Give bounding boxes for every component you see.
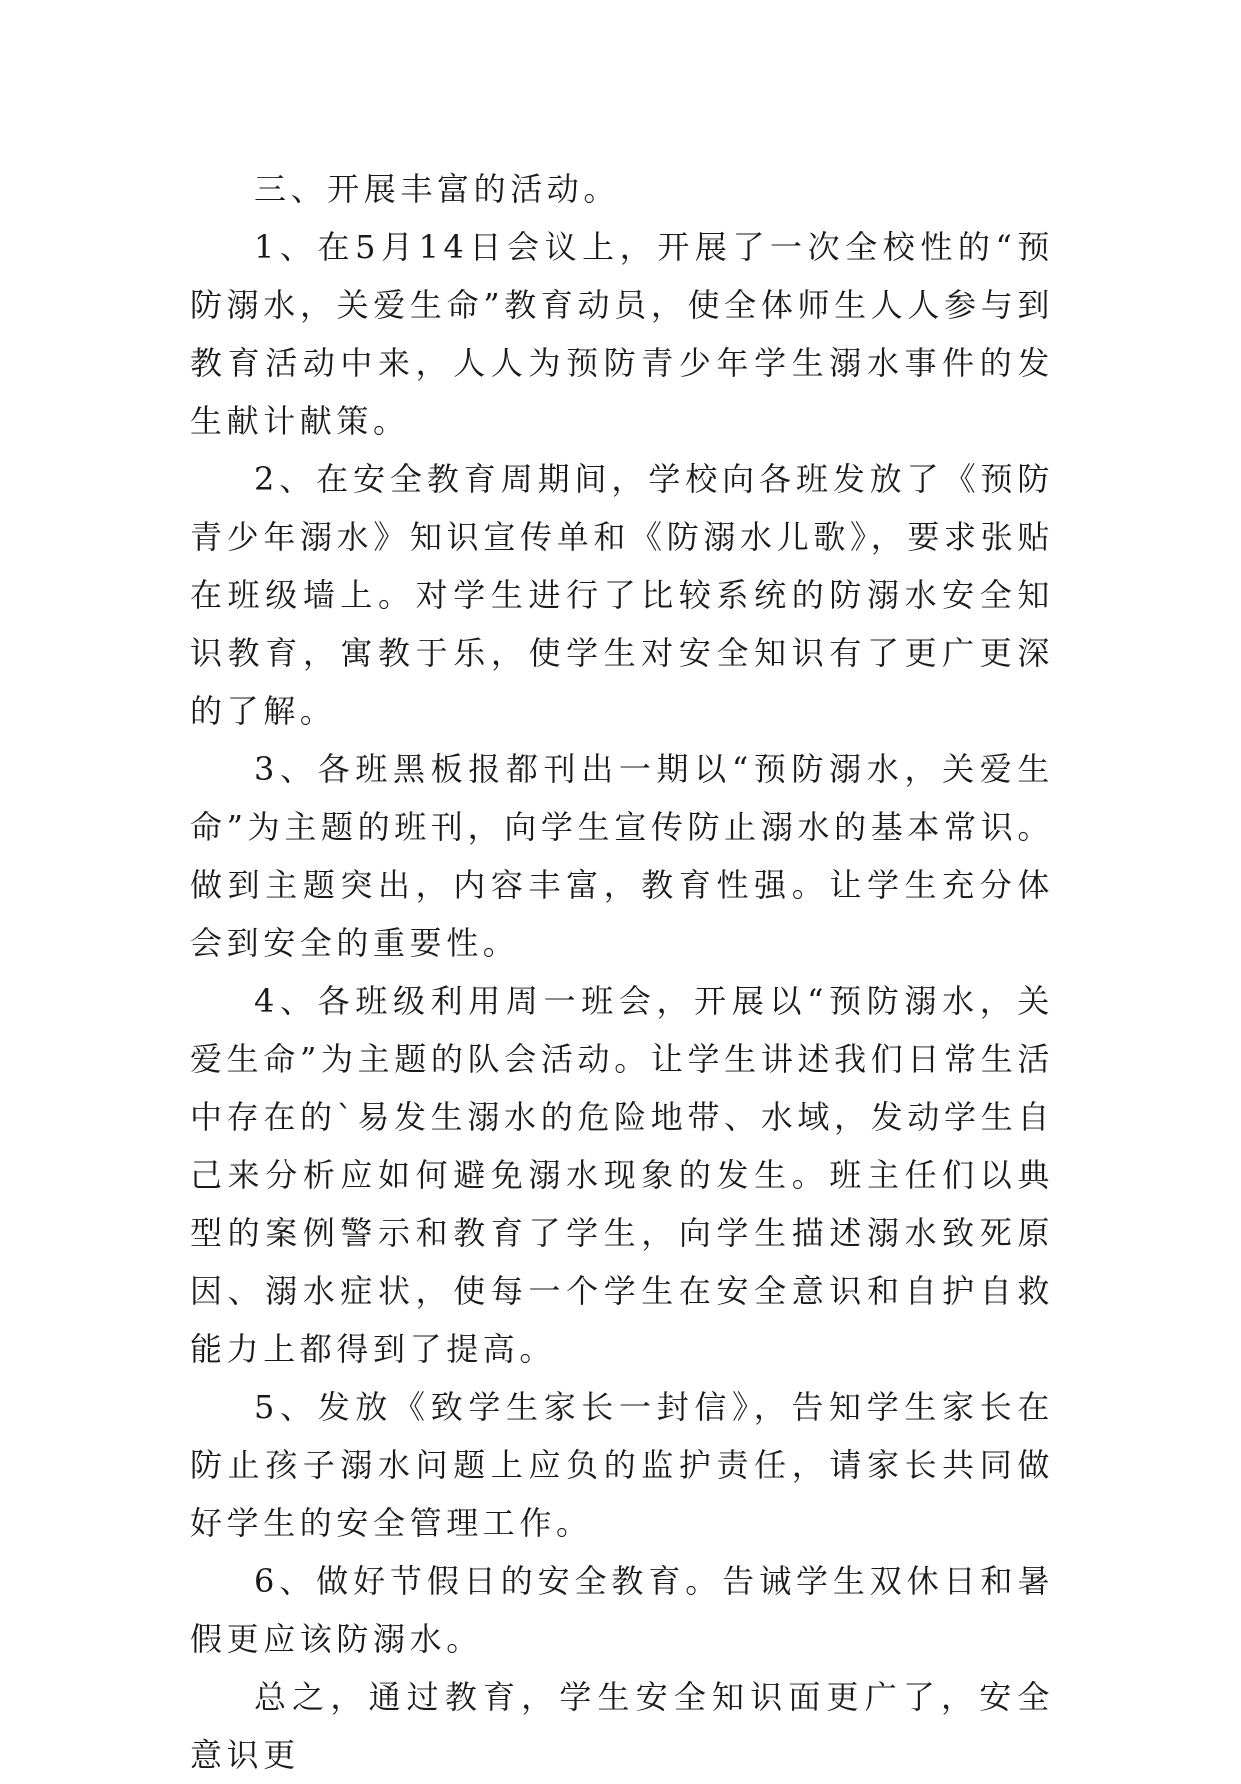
paragraph-item-6: 6、做好节假日的安全教育。告诫学生双休日和暑假更应该防溺水。 bbox=[190, 1562, 1054, 1658]
document-body bbox=[190, 160, 1054, 1784]
section-heading: 三、开展丰富的活动。 bbox=[254, 170, 621, 208]
summary-paragraph: 总之，通过教育，学生安全知识面更广了，安全意识更 bbox=[190, 1678, 1054, 1774]
paragraph-item-3: 3、各班黑板报都刊出一期以“预防溺水，关爱生命”为主题的班刊，向学生宣传防止溺水的基本常识。做到主题突出，内容丰富，教育性强。让学生充分体会到安全的重要性。 bbox=[190, 750, 1054, 962]
paragraph-item-4: 4、各班级利用周一班会，开展以“预防溺水，关爱生命”为主题的队会活动。让学生讲述我们日常生活中存在的`易发生溺水的危险地带、水域，发动学生自己来分析应如何避免溺水现象的发生。班主任们以典型的案例警示和教育了学生，向学生描述溺水致死原因、溺水症状，使每一个学生在安全意识和自护自救能力上都得到了提高。 bbox=[190, 982, 1054, 1368]
paragraph-item-5: 5、发放《致学生家长一封信》，告知学生家长在防止孩子溺水问题上应负的监护责任，请家长共同做好学生的安全管理工作。 bbox=[190, 1388, 1054, 1542]
paragraph-item-2: 2、在安全教育周期间，学校向各班发放了《预防青少年溺水》知识宣传单和《防溺水儿歌》，要求张贴在班级墙上。对学生进行了比较系统的防溺水安全知识教育，寓教于乐，使学生对安全知识有了更广更深的了解。 bbox=[190, 460, 1054, 730]
paragraph-item-1: 1、在5月14日会议上，开展了一次全校性的“预防溺水，关爱生命”教育动员，使全体师生人人参与到教育活动中来，人人为预防青少年学生溺水事件的发生献计献策。 bbox=[190, 228, 1054, 440]
